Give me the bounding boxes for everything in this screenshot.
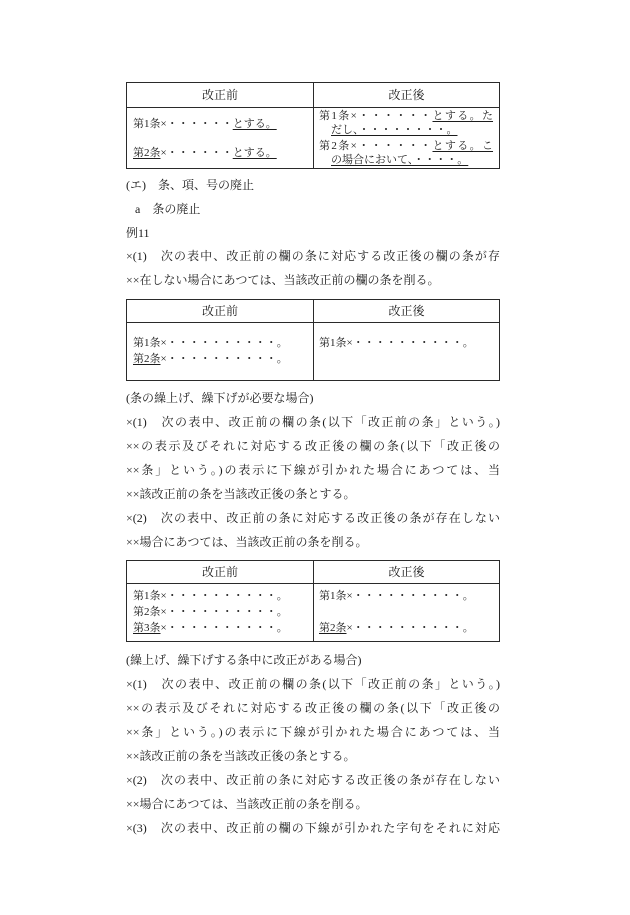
article-text: ×・・・・・・・・・・。 bbox=[160, 622, 288, 634]
header-before: 改正前 bbox=[201, 304, 238, 318]
after-line bbox=[331, 123, 458, 137]
header-after: 改正後 bbox=[388, 565, 425, 579]
before-line bbox=[133, 335, 288, 351]
paragraph-line: ××の表示及びそれに対応する改正後の欄の条(以下「改正後の bbox=[126, 701, 500, 715]
header-after: 改正後 bbox=[388, 88, 425, 102]
article-text: 第1条×・・・・・・・・・・。 bbox=[319, 337, 474, 349]
renumber-amend-section bbox=[126, 648, 500, 840]
paragraph-line: ××在しない場合にあつては、当該改正前の欄の条を削る。 bbox=[126, 273, 440, 287]
before-line bbox=[133, 145, 277, 161]
paragraph-line: ××場合にあつては、当該改正前の条を削る。 bbox=[126, 797, 368, 811]
underlined-text: の場合において、・・・・。 bbox=[331, 154, 469, 166]
paragraph-line: ××条」という。)の表示に下線が引かれた場合にあつては、当 bbox=[126, 463, 500, 477]
abolition-section bbox=[126, 174, 500, 293]
paragraph-line: ×(3) 次の表中、改正前の欄の下線が引かれた字句をそれに対応 bbox=[126, 821, 500, 835]
subsection-heading: a 条の廃止 bbox=[135, 201, 201, 216]
underlined-text: とする。 bbox=[232, 118, 277, 130]
paragraph-line: ×(2) 次の表中、改正前の条に対応する改正後の条が存在しない bbox=[126, 773, 500, 787]
before-cell bbox=[127, 323, 313, 380]
article-text: 第2条×・・・・・・・・・・。 bbox=[133, 606, 288, 618]
paragraph-line: ××条」という。)の表示に下線が引かれた場合にあつては、当 bbox=[126, 725, 500, 739]
renumber-section bbox=[126, 386, 500, 554]
paragraph-line: ×(1) 次の表中、改正前の欄の条に対応する改正後の欄の条が存 bbox=[126, 249, 500, 264]
after-line bbox=[319, 335, 474, 351]
case-heading: (繰上げ、繰下げする条中に改正がある場合) bbox=[126, 653, 362, 667]
example-label: 例11 bbox=[126, 225, 150, 240]
paragraph-line: ××場合にあつては、当該改正前の条を削る。 bbox=[126, 535, 368, 549]
underlined-article-number: 第2条 bbox=[319, 622, 347, 634]
after-line bbox=[319, 588, 474, 604]
underlined-text: とする。こ bbox=[432, 140, 494, 152]
after-line bbox=[319, 139, 493, 153]
before-cell bbox=[127, 108, 313, 168]
before-line bbox=[133, 351, 288, 367]
after-cell bbox=[314, 108, 499, 168]
paragraph-line: ××の表示及びそれに対応する改正後の欄の条(以下「改正後の bbox=[126, 439, 500, 453]
before-line bbox=[133, 604, 288, 620]
comparison-table-3 bbox=[126, 560, 500, 642]
before-line bbox=[133, 620, 288, 636]
after-line bbox=[331, 153, 468, 167]
article-text: 第1条×・・・・・・・・・・。 bbox=[133, 337, 288, 349]
underlined-text: とする。た bbox=[432, 110, 494, 122]
paragraph-line: ××該改正前の条を当該改正後の条とする。 bbox=[126, 749, 356, 763]
header-before: 改正前 bbox=[201, 88, 238, 102]
underlined-text: だし、・・・・・・・・。 bbox=[331, 124, 458, 136]
article-text: 第1条×・・・・・・ bbox=[133, 118, 233, 130]
after-line bbox=[319, 109, 493, 123]
article-text: 第2条×・・・・・・ bbox=[319, 140, 433, 152]
after-cell bbox=[314, 584, 499, 641]
underlined-article-number: 第2条 bbox=[133, 353, 161, 365]
article-text: 第1条×・・・・・・・・・・。 bbox=[319, 590, 474, 602]
underlined-article-number: 第3条 bbox=[133, 622, 161, 634]
before-line bbox=[133, 116, 277, 132]
comparison-table-1 bbox=[126, 82, 500, 169]
comparison-table-2 bbox=[126, 299, 500, 381]
header-after: 改正後 bbox=[388, 304, 425, 318]
article-text: ×・・・・・・・・・・。 bbox=[346, 622, 474, 634]
article-text: 第1条×・・・・・・・・・・。 bbox=[133, 590, 288, 602]
after-line bbox=[319, 620, 474, 636]
after-cell bbox=[314, 323, 499, 380]
paragraph-line: ×(2) 次の表中、改正前の条に対応する改正後の条が存在しない bbox=[126, 511, 500, 525]
article-text: ×・・・・・・・・・・。 bbox=[160, 353, 288, 365]
article-text: ×・・・・・・ bbox=[160, 147, 233, 159]
section-heading: (エ) 条、項、号の廃止 bbox=[126, 178, 254, 192]
before-line bbox=[133, 588, 288, 604]
article-text: 第1条×・・・・・・ bbox=[319, 110, 433, 122]
paragraph-line: ×(1) 次の表中、改正前の欄の条(以下「改正前の条」という。) bbox=[126, 415, 500, 429]
before-cell bbox=[127, 584, 313, 641]
case-heading: (条の繰上げ、繰下げが必要な場合) bbox=[126, 391, 314, 405]
underlined-article-number: 第2条 bbox=[133, 147, 161, 159]
paragraph-line: ×(1) 次の表中、改正前の欄の条(以下「改正前の条」という。) bbox=[126, 677, 500, 691]
underlined-text: とする。 bbox=[232, 147, 277, 159]
header-before: 改正前 bbox=[201, 565, 238, 579]
paragraph-line: ××該改正前の条を当該改正後の条とする。 bbox=[126, 487, 356, 501]
